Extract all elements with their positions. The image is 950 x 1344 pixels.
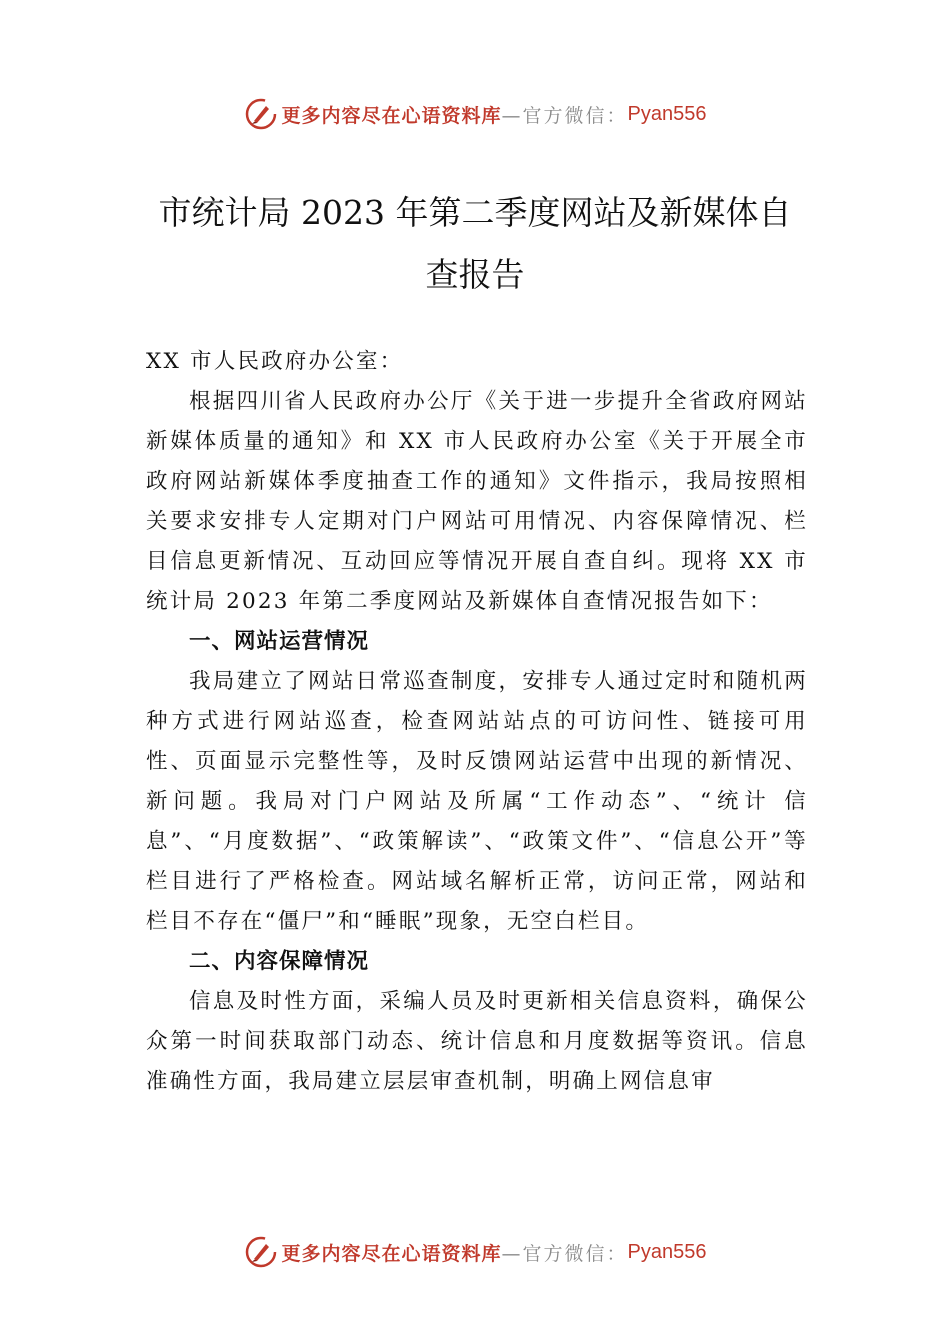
- section-2-heading: 二、内容保障情况: [189, 949, 370, 974]
- banner-wechat-id: Pyan556: [627, 1240, 707, 1263]
- section-2-paragraph: 信息及时性方面，采编人员及时更新相关信息资料，确保公众第一时间获取部门动态、统计信息和月度数据等资讯。信息准确性方面，我局建立层层审查机制，明确上网信息审: [146, 989, 808, 1094]
- intro-paragraph: 根据四川省人民政府办公厅《关于进一步提升全省政府网站新媒体质量的通知》和 XX 市人民政府办公室《关于开展全市政府网站新媒体季度抽查工作的通知》文件指示，我局按照相关要求安排专人定期对门户网站可用情况、内容保障情况、栏目信息更新情况、互动回应等情况开展自查自纠。现将 XX 市统计局 2023 年第二季度网站及新媒体自查情况报告如下：: [146, 389, 808, 614]
- banner-wechat-label: —官方微信：: [501, 1242, 628, 1265]
- section-1-heading: 一、网站运营情况: [189, 629, 370, 654]
- watermark-banner-bottom: [0, 1232, 950, 1272]
- banner-wechat-label: —官方微信：: [501, 104, 628, 127]
- document-title: [110, 182, 840, 306]
- banner-wechat-id: Pyan556: [627, 102, 707, 125]
- salutation: XX 市人民政府办公室：: [146, 349, 404, 374]
- watermark-banner-top: [0, 94, 950, 134]
- brush-logo-icon: [244, 1235, 278, 1269]
- section-1-paragraph: 我局建立了网站日常巡查制度，安排专人通过定时和随机两种方式进行网站巡查，检查网站站点的可访问性、链接可用性、页面显示完整性等，及时反馈网站运营中出现的新情况、新问题。我局对门户网站及所属“工作动态”、“统计 信息”、“月度数据”、“政策解读”、“政策文件”、“信息公开”等栏目进行了严格检查。网站域名解析正常，访问正常，网站和栏目不存在“僵尸”和“睡眠”现象，无空白栏目。: [146, 669, 808, 934]
- banner-brand-text: 更多内容尽在心语资料库: [281, 1242, 502, 1265]
- document-body: [146, 342, 808, 1102]
- title-line-1: 市统计局 2023 年第二季度网站及新媒体自: [158, 193, 792, 232]
- banner-brand-text: 更多内容尽在心语资料库: [281, 104, 502, 127]
- title-line-2: 查报告: [425, 255, 525, 294]
- brush-logo-icon: [244, 97, 278, 131]
